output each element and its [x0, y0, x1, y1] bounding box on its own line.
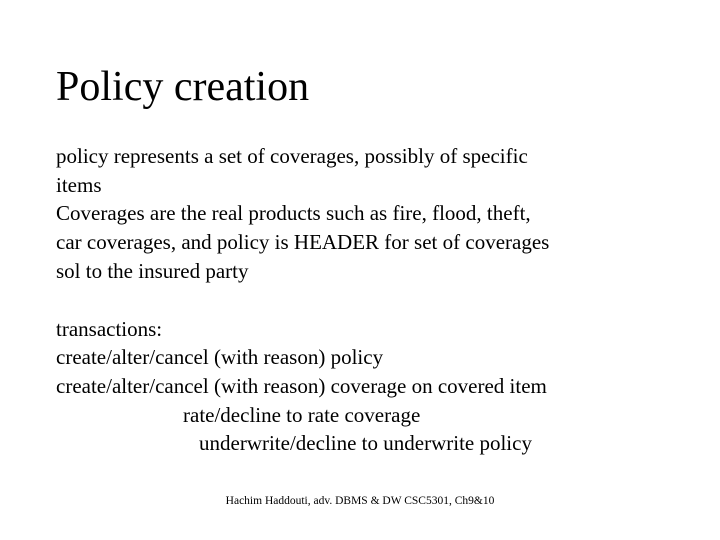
- body-line: sol to the insured party: [56, 258, 249, 283]
- slide-title: Policy creation: [56, 64, 310, 110]
- body-line: items: [56, 172, 102, 197]
- slide-body: [56, 142, 696, 458]
- body-line: transactions:: [56, 316, 163, 341]
- footer-text: Hachim Haddouti, adv. DBMS & DW CSC5301, Ch9&10: [225, 495, 495, 507]
- slide-footer: [0, 494, 720, 508]
- body-line: create/alter/cancel (with reason) coverage on covered item: [56, 373, 547, 398]
- body-line: Coverages are the real products such as fire, flood, theft,: [56, 201, 531, 226]
- body-line: car coverages, and policy is HEADER for set of coverages: [56, 230, 550, 255]
- indented-line: underwrite/decline to underwrite policy: [199, 431, 532, 456]
- paragraph-gap: [56, 286, 696, 315]
- body-line: policy represents a set of coverages, possibly of specific: [56, 144, 528, 168]
- indented-line: rate/decline to rate coverage: [183, 402, 421, 427]
- body-line: create/alter/cancel (with reason) policy: [56, 345, 384, 370]
